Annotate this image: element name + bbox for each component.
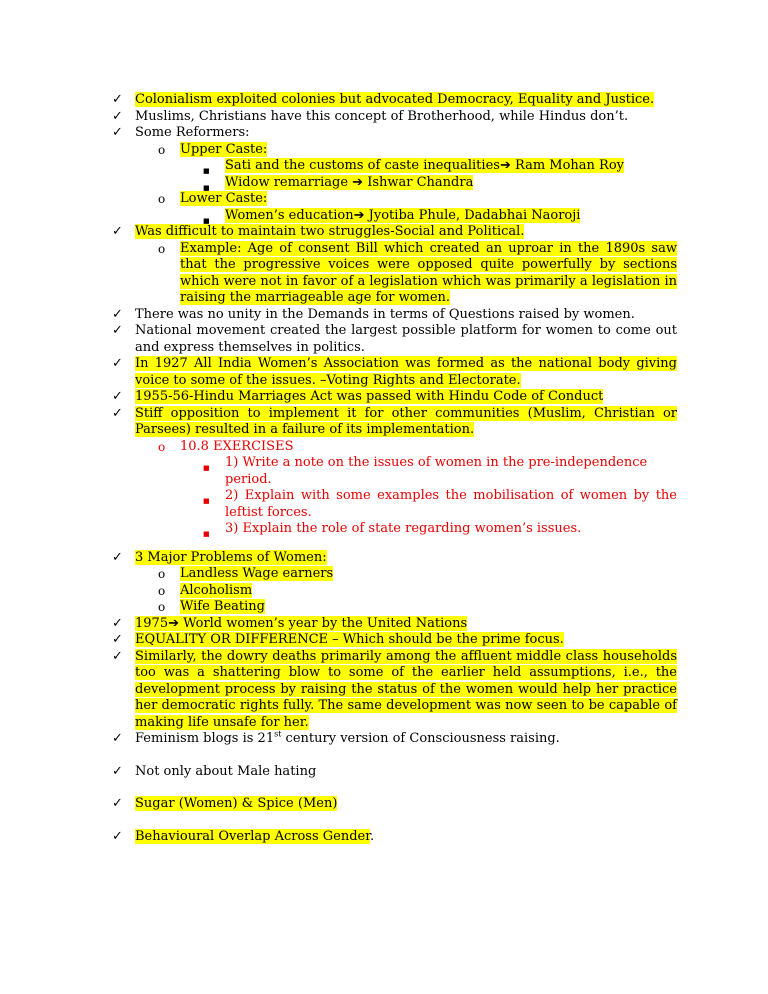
superscript: st xyxy=(274,729,282,739)
arrow-icon: ➔ xyxy=(352,174,364,190)
list-item xyxy=(0,389,677,406)
item-text-tail: Ram Mohan Roy xyxy=(510,158,624,173)
checkmark-icon: ✓ xyxy=(112,356,123,371)
circle-bullet-icon: o xyxy=(158,567,166,581)
list-item xyxy=(0,439,677,456)
item-text: Sugar (Women) & Spice (Men) xyxy=(135,796,338,811)
circle-bullet-icon: o xyxy=(158,600,166,614)
item-text: National movement created the largest possible platform for women to come out and express themselves in politics. xyxy=(135,323,677,355)
list-item xyxy=(0,455,677,488)
item-text: 1955-56-Hindu Marriages Act was passed with Hindu Code of Conduct xyxy=(135,389,604,404)
arrow-icon: ➔ xyxy=(499,158,511,173)
list-item xyxy=(0,356,677,389)
checkmark-icon: ✓ xyxy=(112,648,123,664)
checkmark-icon: ✓ xyxy=(112,549,123,565)
circle-bullet-icon: o xyxy=(158,142,166,157)
checkmark-icon: ✓ xyxy=(112,763,123,779)
square-bullet-icon: ■ xyxy=(203,167,210,175)
item-text: Feminism blogs is 21 xyxy=(135,731,275,746)
list-item xyxy=(0,829,677,846)
item-text: 3 Major Problems of Women: xyxy=(135,549,327,565)
exercise-text: 2) Explain with some examples the mobilisation of women by the leftist forces. xyxy=(225,488,677,520)
item-text: Not only about Male hating xyxy=(135,763,317,779)
list-item xyxy=(0,632,677,649)
item-text: There was no unity in the Demands in terms of Questions raised by women. xyxy=(135,306,635,322)
list-item xyxy=(0,616,677,633)
list-item xyxy=(0,550,677,567)
circle-bullet-icon: o xyxy=(158,192,166,206)
checkmark-icon: ✓ xyxy=(112,796,123,811)
exercise-text: 1) Write a note on the issues of women in the pre-independence period. xyxy=(225,455,648,487)
list-item xyxy=(0,796,677,813)
list-item xyxy=(0,208,677,225)
list-item xyxy=(0,241,677,307)
circle-bullet-icon: o xyxy=(158,241,166,256)
square-bullet-icon: ■ xyxy=(203,464,210,472)
item-text: Some Reformers: xyxy=(135,125,250,140)
checkmark-icon: ✓ xyxy=(112,828,123,844)
checkmark-icon: ✓ xyxy=(112,632,123,647)
list-item xyxy=(0,125,677,142)
list-item xyxy=(0,566,677,583)
exercise-text: 3) Explain the role of state regarding women’s issues. xyxy=(225,521,582,536)
square-bullet-icon: ■ xyxy=(203,216,210,225)
item-text: 1975 xyxy=(135,615,169,631)
arrow-icon: ➔ xyxy=(353,207,365,223)
list-item xyxy=(0,158,677,175)
item-text: Colonialism exploited colonies but advocated Democracy, Equality and Justice. xyxy=(135,92,655,107)
list-item xyxy=(0,599,677,616)
circle-bullet-icon: o xyxy=(158,439,166,454)
item-text: Upper Caste: xyxy=(180,141,268,157)
list-item xyxy=(0,92,677,109)
list-item xyxy=(0,731,677,748)
list-item xyxy=(0,142,677,159)
item-text: Lower Caste: xyxy=(180,191,268,206)
item-text-tail: Jyotiba Phule, Dadabhai Naoroji xyxy=(364,207,581,223)
item-text: Behavioural Overlap Across Gender xyxy=(135,828,371,844)
item-text: Sati and the customs of caste inequalities xyxy=(225,158,500,173)
exercises-heading: 10.8 EXERCISES xyxy=(180,438,294,454)
checkmark-icon: ✓ xyxy=(112,92,123,107)
list-item xyxy=(0,764,677,781)
square-bullet-icon: ■ xyxy=(203,183,210,192)
checkmark-icon: ✓ xyxy=(112,405,123,421)
item-text: Example: Age of consent Bill which created an uproar in the 1890s saw that the progressive voices were opposed quite powerfully by sections which were not in favor of a legislation which was primarily a legislation in raising the marriageable age for women. xyxy=(180,240,677,305)
list-item xyxy=(0,583,677,600)
arrow-icon: ➔ xyxy=(168,615,179,631)
list-item xyxy=(0,406,677,439)
item-text: EQUALITY OR DIFFERENCE – Which should be the prime focus. xyxy=(135,632,564,647)
list-item xyxy=(0,224,677,241)
checkmark-icon: ✓ xyxy=(112,125,123,140)
item-text: Was difficult to maintain two struggles-Social and Political. xyxy=(135,224,525,239)
item-text: Muslims, Christians have this concept of Brotherhood, while Hindus don’t. xyxy=(135,108,629,124)
item-text: Wife Beating xyxy=(180,599,266,614)
item-text-tail: Ishwar Chandra xyxy=(363,174,474,190)
document-page xyxy=(0,92,768,845)
item-text: Women’s education xyxy=(225,207,354,223)
list-item xyxy=(0,649,677,732)
item-text: Landless Wage earners xyxy=(180,566,334,581)
checkmark-icon: ✓ xyxy=(112,108,123,124)
list-item xyxy=(0,488,677,521)
list-item xyxy=(0,175,677,192)
item-text-tail: World women’s year by the United Nations xyxy=(179,615,468,631)
checkmark-icon: ✓ xyxy=(112,615,123,631)
checkmark-icon: ✓ xyxy=(112,731,123,746)
list-item xyxy=(0,307,677,324)
list-item xyxy=(0,521,677,538)
list-item xyxy=(0,323,677,356)
item-text-tail: century version of Consciousness raising. xyxy=(281,731,560,746)
square-bullet-icon: ■ xyxy=(203,497,210,505)
circle-bullet-icon: o xyxy=(158,583,166,598)
item-text: Similarly, the dowry deaths primarily among the affluent middle class households too was a shattering blow to some of the earlier held assumptions, i.e., the development process by raising the status of the women would help her practice her democratic rights fully. The same development was now seen to be capable of making life unsafe for her. xyxy=(135,648,677,730)
checkmark-icon: ✓ xyxy=(112,323,123,338)
checkmark-icon: ✓ xyxy=(112,389,123,404)
checkmark-icon: ✓ xyxy=(112,224,123,239)
checkmark-icon: ✓ xyxy=(112,306,123,322)
item-text: Widow remarriage xyxy=(225,174,353,190)
square-bullet-icon: ■ xyxy=(203,530,210,538)
item-text-tail: . xyxy=(370,828,375,844)
list-item xyxy=(0,191,677,208)
item-text: Alcoholism xyxy=(180,582,253,598)
item-text: In 1927 All India Women’s Association was formed as the national body giving voice to some of the issues. –Voting Rights and Electorate. xyxy=(135,356,677,388)
item-text: Stiff opposition to implement it for other communities (Muslim, Christian or Parsees) resulted in a failure of its implementation. xyxy=(135,405,677,437)
list-item xyxy=(0,109,677,126)
